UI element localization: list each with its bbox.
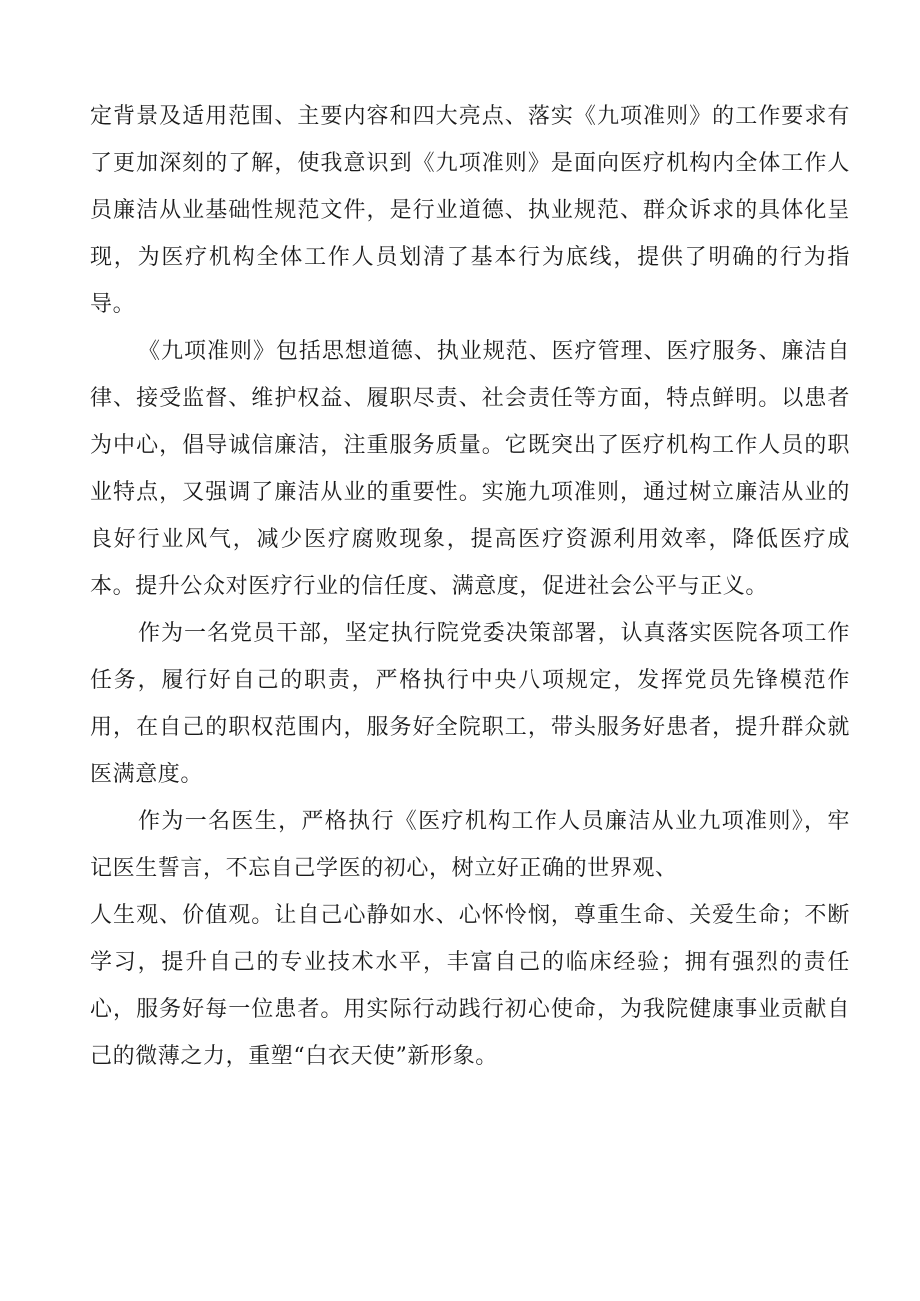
document-body [90, 93, 850, 1080]
paragraph-4-part-2: 人生观、价值观。让自己心静如水、心怀怜悯，尊重生命、关爱生命；不断学习，提升自己的专业技术水平，丰富自己的临床经验；拥有强烈的责任心，服务好每一位患者。用实际行动践行初心使命，为我院健康事业贡献自己的微薄之力，重塑“白衣天使”新形象。 [90, 903, 850, 1069]
paragraph-1: 定背景及适用范围、主要内容和四大亮点、落实《九项准则》的工作要求有了更加深刻的了解，使我意识到《九项准则》是面向医疗机构内全体工作人员廉洁从业基础性规范文件，是行业道德、执业规范、群众诉求的具体化呈现，为医疗机构全体工作人员划清了基本行为底线，提供了明确的行为指导。 [90, 104, 850, 317]
paragraph-4 [90, 798, 850, 1080]
paragraph-2: 《九项准则》包括思想道德、执业规范、医疗管理、医疗服务、廉洁自律、接受监督、维护权益、履职尽责、社会责任等方面，特点鲜明。以患者为中心，倡导诚信廉洁，注重服务质量。它既突出了医疗机构工作人员的职业特点，又强调了廉洁从业的重要性。实施九项准则，通过树立廉洁从业的良好行业风气，减少医疗腐败现象，提高医疗资源利用效率，降低医疗成本。提升公众对医疗行业的信任度、满意度，促进社会公平与正义。 [90, 339, 850, 599]
paragraph-3: 作为一名党员干部，坚定执行院党委决策部署，认真落实医院各项工作任务，履行好自己的职责，严格执行中央八项规定，发挥党员先锋模范作用，在自己的职权范围内，服务好全院职工，带头服务好患者，提升群众就医满意度。 [90, 621, 850, 787]
paragraph-4-part-1: 作为一名医生，严格执行《医疗机构工作人员廉洁从业九项准则》，牢记医生誓言，不忘自己学医的初心，树立好正确的世界观、 [90, 809, 850, 881]
